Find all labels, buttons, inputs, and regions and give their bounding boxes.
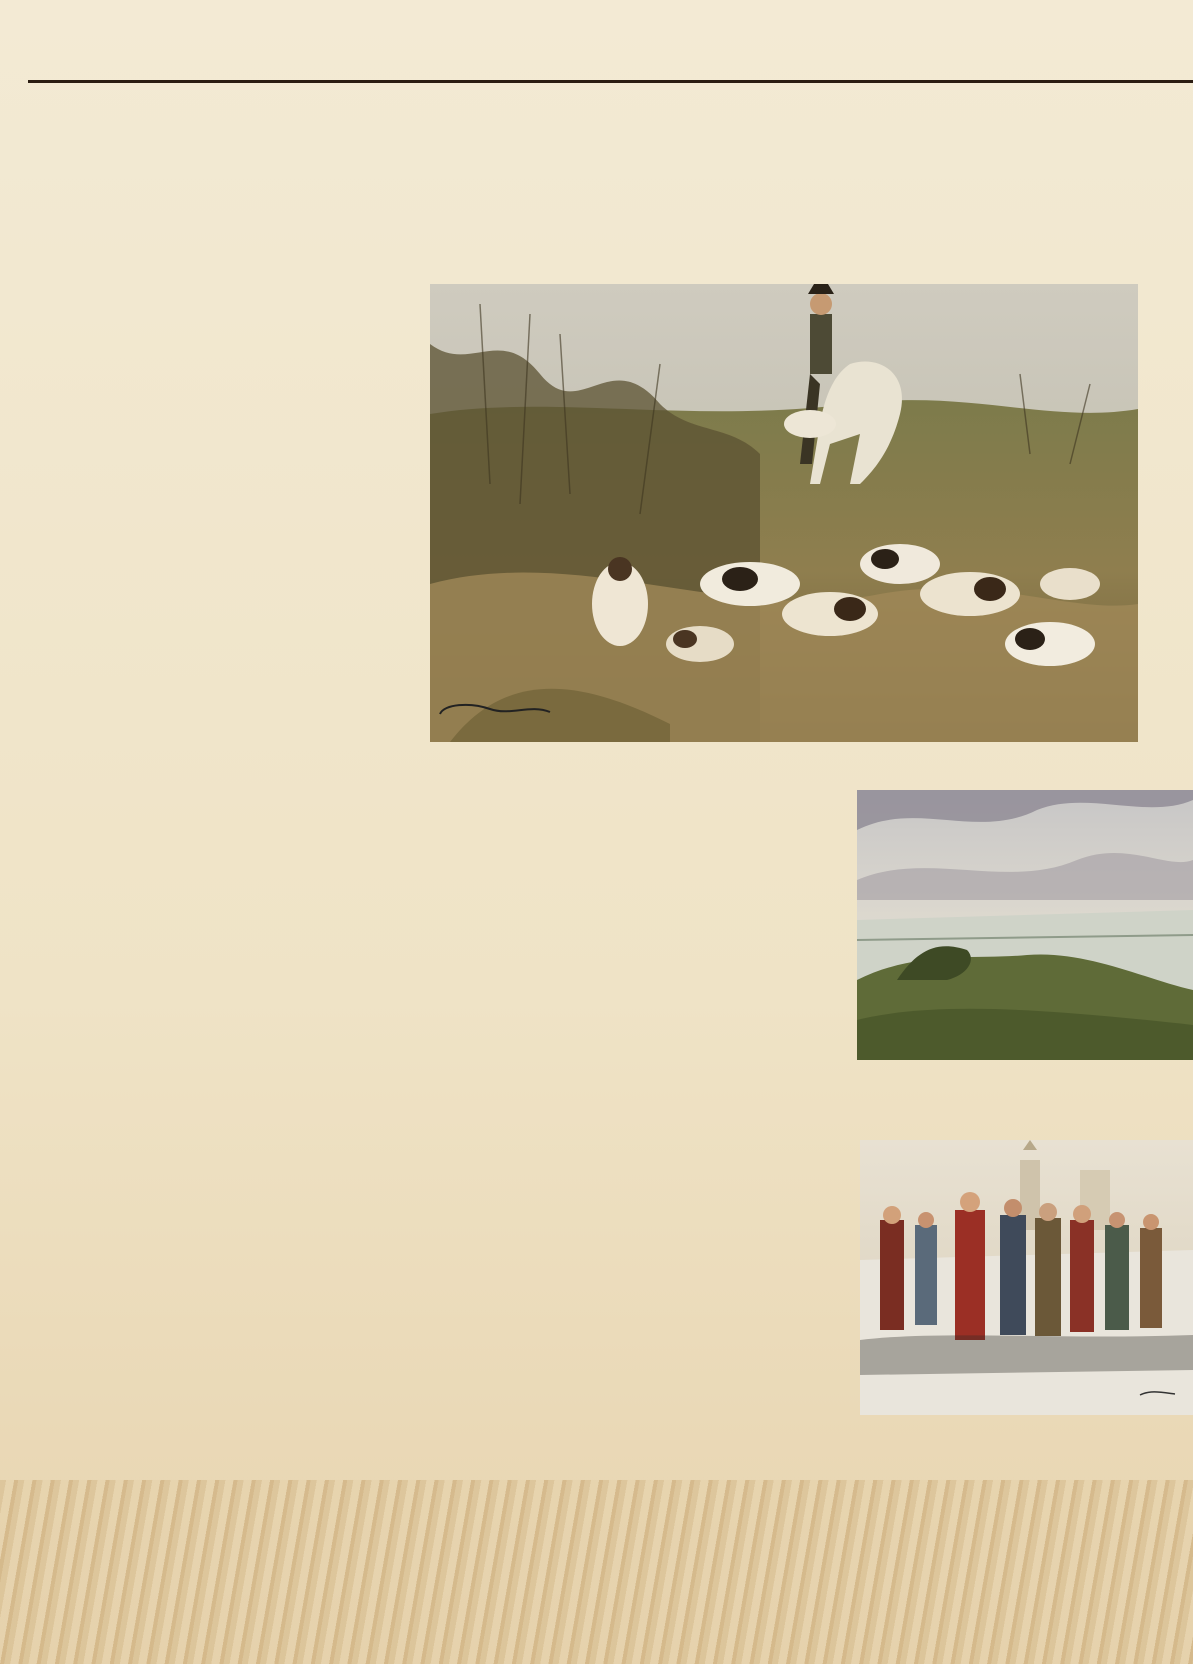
column-left [32, 98, 402, 1478]
decorative-bottom-band [0, 1480, 1193, 1664]
header-rule [28, 80, 1193, 83]
column-right-bottom [456, 787, 832, 1447]
painting-levitan-image [857, 790, 1193, 1060]
painting-hunt-image [430, 284, 1138, 742]
painting-kivshenko-image [860, 1140, 1193, 1415]
painting-hunt-figure [430, 284, 1138, 742]
painting-kivshenko-figure [860, 1140, 1193, 1415]
painting-levitan-figure [857, 790, 1193, 1060]
column-right-top [456, 98, 836, 288]
